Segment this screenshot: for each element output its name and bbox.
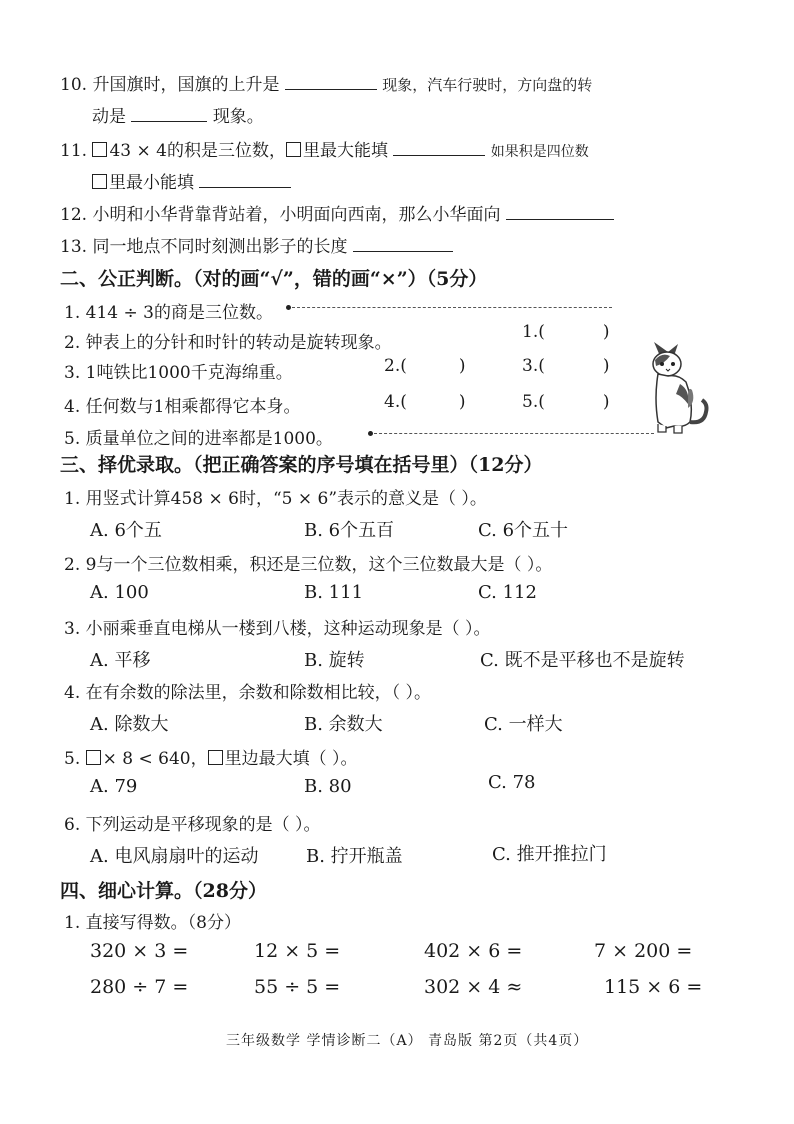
option-b[interactable]: B. 旋转: [304, 650, 365, 671]
option-c[interactable]: C. 推开推拉门: [492, 844, 607, 865]
judge-item: 3. 1吨铁比1000千克海绵重。: [64, 363, 293, 383]
square-box-icon: [208, 750, 223, 765]
option-b[interactable]: B. 111: [304, 582, 364, 603]
connector-dot: [286, 305, 291, 310]
option-c[interactable]: C. 112: [478, 582, 537, 603]
choice-question: 3. 小丽乘垂直电梯从一楼到八楼，这种运动现象是（ ）。: [64, 619, 491, 639]
subsection-title: 1. 直接写得数。（8分）: [64, 913, 241, 933]
question-13: [60, 232, 453, 257]
option-b[interactable]: B. 余数大: [304, 714, 383, 735]
calc-item[interactable]: 7 × 200 =: [594, 940, 693, 962]
answer-slot-5[interactable]: 5.( ): [522, 392, 610, 412]
question-11: [60, 136, 589, 161]
choice-question: 1. 用竖式计算458 × 6时，“5 × 6”表示的意义是（ ）。: [64, 489, 487, 509]
option-c[interactable]: C. 6个五十: [478, 520, 569, 541]
judge-item: 5. 质量单位之间的进率都是1000。: [64, 429, 333, 449]
option-b[interactable]: B. 拧开瓶盖: [306, 846, 403, 867]
question-text: 里最小能填: [109, 173, 194, 193]
answer-blank[interactable]: [199, 171, 291, 188]
question-number: 11.: [60, 141, 88, 161]
question-text: 同一地点不同时刻测出影子的长度: [92, 237, 348, 257]
page-footer: 三年级数学 学情诊断二（A） 青岛版 第2页（共4页）: [226, 1033, 589, 1049]
choice-question: 6. 下列运动是平移现象的是（ ）。: [64, 815, 321, 835]
question-number: 13.: [60, 237, 88, 257]
answer-blank[interactable]: [131, 105, 207, 122]
judge-item: 4. 任何数与1相乘都得它本身。: [64, 397, 301, 417]
question-12: [60, 200, 614, 225]
connector-dot: [368, 431, 373, 436]
answer-slot-4[interactable]: 4.( ): [384, 392, 466, 412]
section-2-title: 二、公正判断。（对的画“√”，错的画“×”）（5分）: [60, 268, 488, 290]
question-number: 12.: [60, 205, 88, 225]
calc-item[interactable]: 302 × 4 ≈: [424, 976, 523, 998]
connector-line: [374, 433, 654, 434]
answer-blank[interactable]: [506, 203, 614, 220]
question-text: 43 × 4的积是三位数，: [109, 141, 286, 161]
section-3-title: 三、择优录取。（把正确答案的序号填在括号里）（12分）: [60, 454, 543, 476]
question-10: [60, 70, 592, 95]
choice-question: 4. 在有余数的除法里，余数和除数相比较，（ ）。: [64, 683, 432, 703]
judge-item: 1. 414 ÷ 3的商是三位数。: [64, 303, 273, 323]
option-a[interactable]: A. 79: [90, 776, 138, 797]
question-11-line2: [92, 168, 291, 193]
question-text: 现象。: [212, 107, 264, 127]
answer-slot-3[interactable]: 3.( ): [522, 356, 610, 376]
option-b[interactable]: B. 80: [304, 776, 352, 797]
square-box-icon: [286, 142, 301, 157]
question-text: 现象，汽车行驶时，方向盘的转: [382, 76, 593, 94]
answer-slot-1[interactable]: 1.( ): [522, 322, 610, 342]
answer-blank[interactable]: [393, 139, 485, 156]
answer-blank[interactable]: [353, 235, 453, 252]
option-c[interactable]: C. 既不是平移也不是旋转: [480, 650, 685, 671]
question-text: 小明和小华背靠背站着，小明面向西南，那么小华面向: [92, 205, 501, 225]
calc-item[interactable]: 115 × 6 =: [604, 976, 703, 998]
cat-illustration: [644, 338, 712, 436]
calc-item[interactable]: 55 ÷ 5 =: [254, 976, 341, 998]
question-number: 10.: [60, 75, 88, 95]
option-a[interactable]: A. 6个五: [90, 520, 162, 541]
question-text: 里最大能填: [302, 141, 388, 161]
choice-question: 5. × 8 < 640， 里边最大填（ ）。: [64, 749, 358, 769]
answer-blank[interactable]: [285, 73, 377, 90]
answer-slot-2[interactable]: 2.( ): [384, 356, 466, 376]
question-text: 动是: [92, 107, 126, 127]
section-4-title: 四、细心计算。（28分）: [60, 880, 267, 902]
connector-line: [292, 307, 612, 308]
square-box-icon: [92, 142, 107, 157]
option-c[interactable]: C. 78: [488, 772, 536, 793]
option-b[interactable]: B. 6个五百: [304, 520, 395, 541]
calc-item[interactable]: 280 ÷ 7 =: [90, 976, 189, 998]
option-a[interactable]: A. 除数大: [90, 714, 169, 735]
question-text: 升国旗时，国旗的上升是: [92, 75, 280, 95]
question-text: 如果积是四位数: [490, 144, 589, 160]
option-a[interactable]: A. 电风扇扇叶的运动: [90, 846, 259, 867]
option-a[interactable]: A. 平移: [90, 650, 151, 671]
calc-item[interactable]: 320 × 3 =: [90, 940, 189, 962]
calc-item[interactable]: 12 × 5 =: [254, 940, 341, 962]
option-a[interactable]: A. 100: [90, 582, 149, 603]
calc-item[interactable]: 402 × 6 =: [424, 940, 523, 962]
question-10-line2: [92, 102, 264, 127]
square-box-icon: [92, 174, 107, 189]
square-box-icon: [86, 750, 101, 765]
judge-item: 2. 钟表上的分针和时针的转动是旋转现象。: [64, 333, 392, 353]
choice-question: 2. 9与一个三位数相乘，积还是三位数，这个三位数最大是（ ）。: [64, 555, 553, 575]
option-c[interactable]: C. 一样大: [484, 714, 563, 735]
